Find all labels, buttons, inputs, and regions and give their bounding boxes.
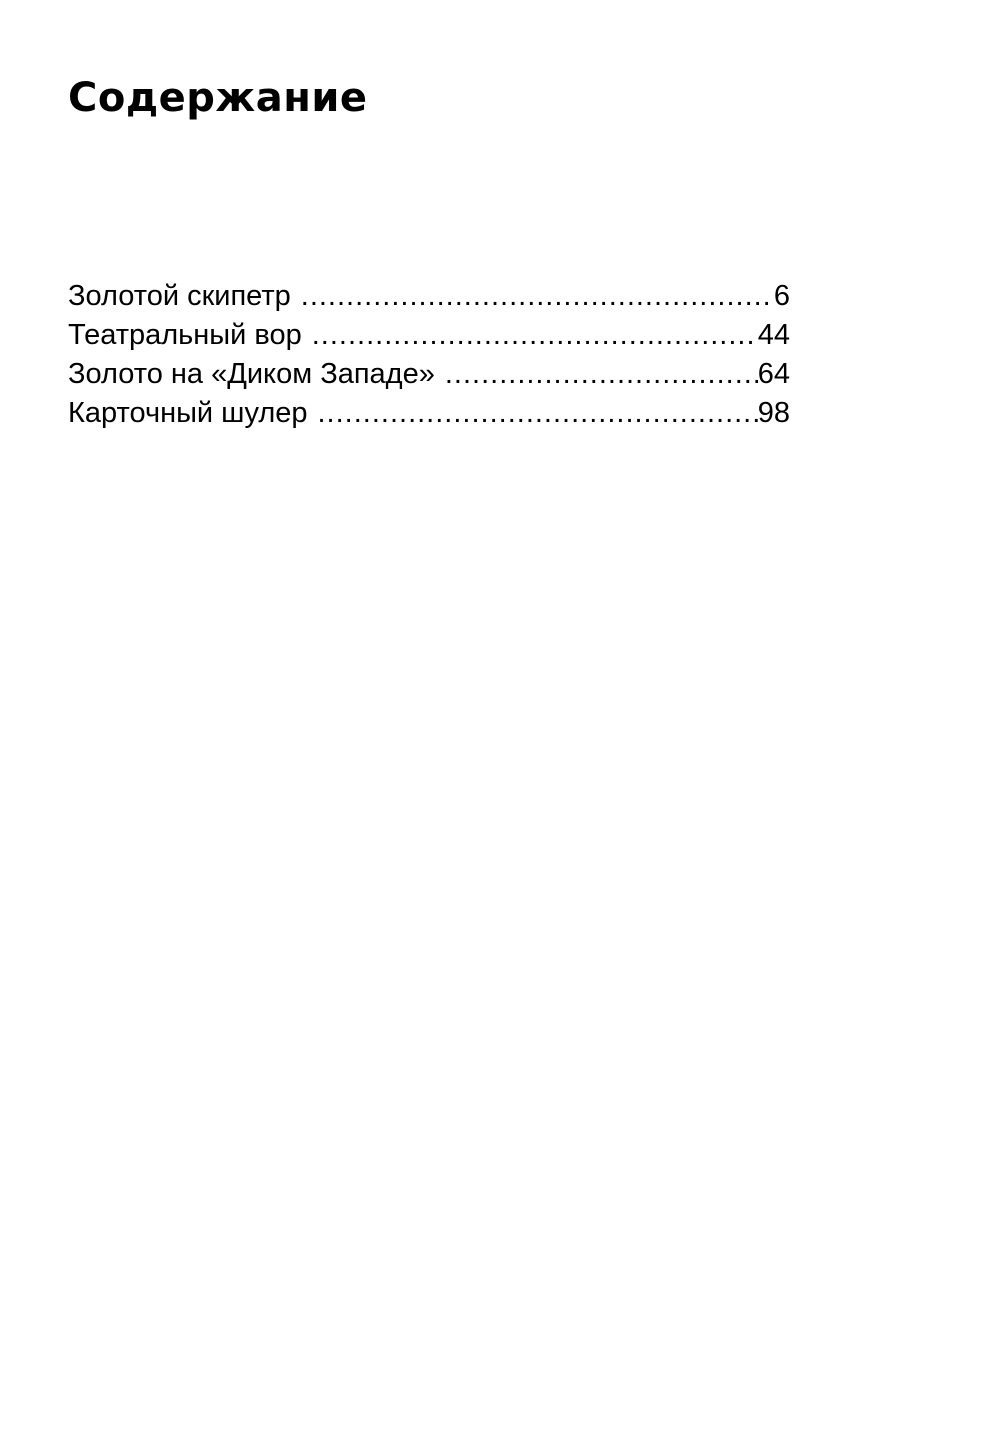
toc-entry-title: Золотой скипетр <box>68 280 291 312</box>
toc-entry-title: Золото на «Диком Западе» <box>68 358 435 390</box>
table-of-contents <box>68 277 790 433</box>
toc-dot-leader <box>301 277 774 316</box>
toc-entry-title: Карточный шулер <box>68 397 308 429</box>
toc-entry-page: 64 <box>757 358 790 390</box>
toc-entry-page: 44 <box>757 319 790 351</box>
toc-dot-leader <box>318 394 758 433</box>
toc-dot-leader <box>445 355 758 394</box>
page-title: Содержание <box>68 75 368 121</box>
toc-entry <box>68 316 790 355</box>
toc-entry <box>68 355 790 394</box>
toc-dot-leader <box>312 316 758 355</box>
toc-entry-page: 98 <box>757 397 790 429</box>
toc-entry <box>68 277 790 316</box>
toc-entry-page: 6 <box>773 280 790 312</box>
toc-entry <box>68 394 790 433</box>
toc-entry-title: Театральный вор <box>68 319 302 351</box>
